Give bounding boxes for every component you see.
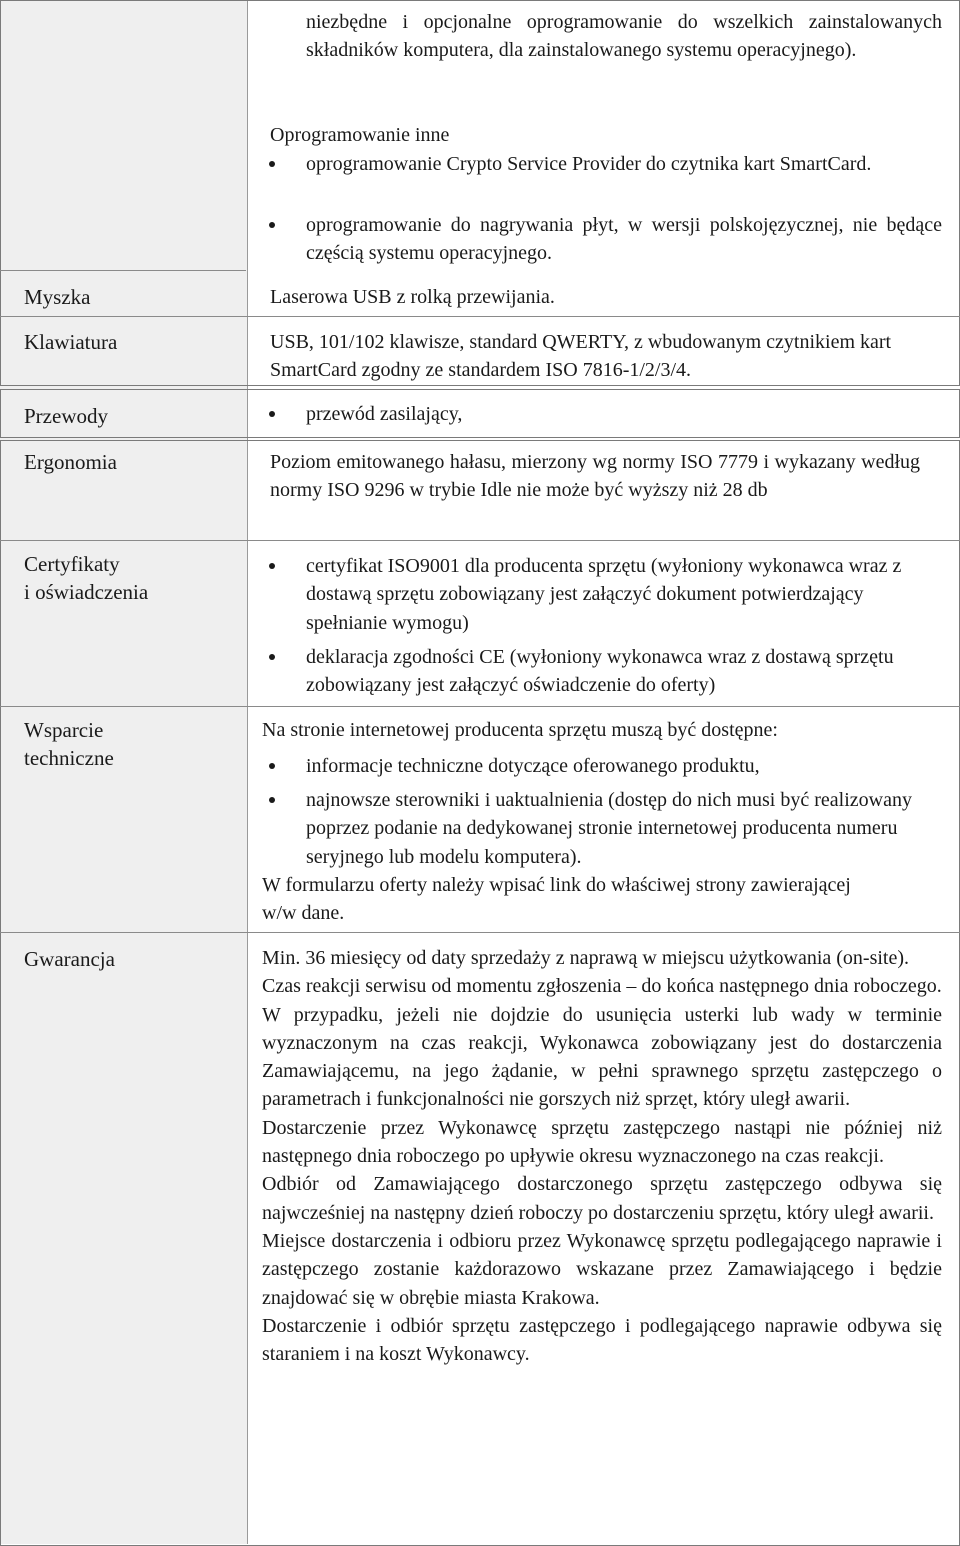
divider-top-mouse (0, 270, 246, 271)
list-item (306, 752, 942, 780)
warranty-paragraph: Miejsce dostarczenia i odbioru przez Wykonawcę sprzętu podlegającego naprawie i zastępczego zostanie każdorazowo wskazane przez Zamawiającego i będzie znajdować się w obrębie miasta Krakowa. (262, 1229, 942, 1309)
bullet-text: najnowsze sterowniki i uaktualnienia (dostęp do nich musi być realizowany poprzez podanie na dedykowanej stronie internetowej producenta numeru seryjnego lub modelu komputera). (306, 789, 912, 868)
warranty-text (262, 944, 942, 1368)
list-item (306, 552, 946, 637)
bullet-text: oprogramowanie Crypto Service Provider do czytnika kart SmartCard. (306, 153, 872, 175)
other-software-heading: Oprogramowanie inne (270, 124, 450, 146)
list-item (306, 400, 942, 428)
list-item (306, 211, 942, 268)
support-label-line1: Wsparcie (24, 718, 104, 742)
bullet-text: deklaracja zgodności CE (wyłoniony wykonawca wraz z dostawą sprzętu zobowiązany jest załączyć oświadczenie do oferty) (306, 646, 894, 697)
list-item (306, 786, 942, 871)
bullet-icon (269, 654, 275, 660)
software-continuation: niezbędne i opcjonalne oprogramowanie do wszelkich zainstalowanych składników komputera, dla zainstalowanego systemu operacyjnego). (306, 11, 942, 62)
certs-label-line2: i oświadczenia (24, 580, 149, 604)
mouse-label: Myszka (24, 285, 91, 309)
ergonomics-value: Poziom emitowanego hałasu, mierzony wg normy ISO 7779 i wykazany według normy ISO 9296 w trybie Idle nie może być wyższy niż 28 db (270, 451, 920, 502)
support-label (24, 716, 114, 772)
bullet-icon (269, 563, 275, 569)
divider-ergo-certs (0, 540, 960, 541)
mouse-value: Laserowa USB z rolką przewijania. (270, 286, 555, 308)
warranty-paragraph: Min. 36 miesięcy od daty sprzedaży z naprawą w miejscu użytkowania (on-site). (262, 947, 910, 969)
cables-label: Przewody (24, 404, 108, 428)
keyboard-value: USB, 101/102 klawisze, standard QWERTY, z wbudowanym czytnikiem kart SmartCard zgodny ze standardem ISO 7816-1/2/3/4. (270, 331, 892, 382)
list-item (306, 150, 942, 178)
ergonomics-label: Ergonomia (24, 450, 117, 474)
warranty-paragraph: Dostarczenie i odbiór sprzętu zastępczego i podlegającego naprawie odbywa się staraniem i na koszt Wykonawcy. (262, 1314, 942, 1366)
keyboard-label: Klawiatura (24, 330, 118, 354)
bullet-icon (269, 797, 275, 803)
warranty-paragraph: W przypadku, jeżeli nie dojdzie do usunięcia usterki lub wady w terminie wyznaczonym na czas reakcji, Wykonawca zobowiązany jest do dostarczenia Zamawiającemu, na jego żądanie, w pełni sprawnego sprzętu zastępczego o parametrach i funkcjonalności nie gorszych niż sprzęt, który uległ awarii. (262, 1003, 942, 1111)
bullet-icon (269, 763, 275, 769)
warranty-label: Gwarancja (24, 947, 115, 971)
divider-mouse-keyboard (0, 316, 960, 317)
support-label-line2: techniczne (24, 746, 114, 770)
divider-certs-support (0, 706, 960, 707)
bullet-text: przewód zasilający, (306, 403, 463, 425)
bullet-icon (269, 222, 275, 228)
divider-support-warranty (0, 932, 960, 933)
warranty-paragraph: Dostarczenie przez Wykonawcę sprzętu zastępczego nastąpi nie później niż następnego dnia roboczego po upływie okresu wyznaczonego na czas reakcji. (262, 1116, 942, 1168)
certs-label-line1: Certyfikaty (24, 552, 120, 576)
bullet-icon (269, 411, 275, 417)
bullet-text: oprogramowanie do nagrywania płyt, w wersji polskojęzycznej, nie będące częścią systemu operacyjnego. (306, 214, 942, 265)
bullet-icon (269, 161, 275, 167)
support-intro: Na stronie internetowej producenta sprzętu muszą być dostępne: (262, 719, 778, 741)
bullet-text: certyfikat ISO9001 dla producenta sprzętu (wyłoniony wykonawca wraz z dostawą sprzętu zobowiązany jest załączyć dokument potwierdzający spełnianie wymogu) (306, 555, 902, 634)
warranty-paragraph: Odbiór od Zamawiającego dostarczonego sprzętu zastępczego odbywa się najwcześniej na następny dzień roboczy po dostarczeniu sprzętu, który uległ awarii. (262, 1173, 942, 1224)
support-outro: W formularzu oferty należy wpisać link do właściwej strony zawierającej w/w dane. (262, 874, 851, 925)
warranty-paragraph: Czas reakcji serwisu od momentu zgłoszenia – do końca następnego dnia roboczego. (262, 975, 942, 998)
bullet-text: informacje techniczne dotyczące oferowanego produktu, (306, 755, 760, 777)
certs-label (24, 550, 148, 606)
list-item (306, 643, 946, 700)
